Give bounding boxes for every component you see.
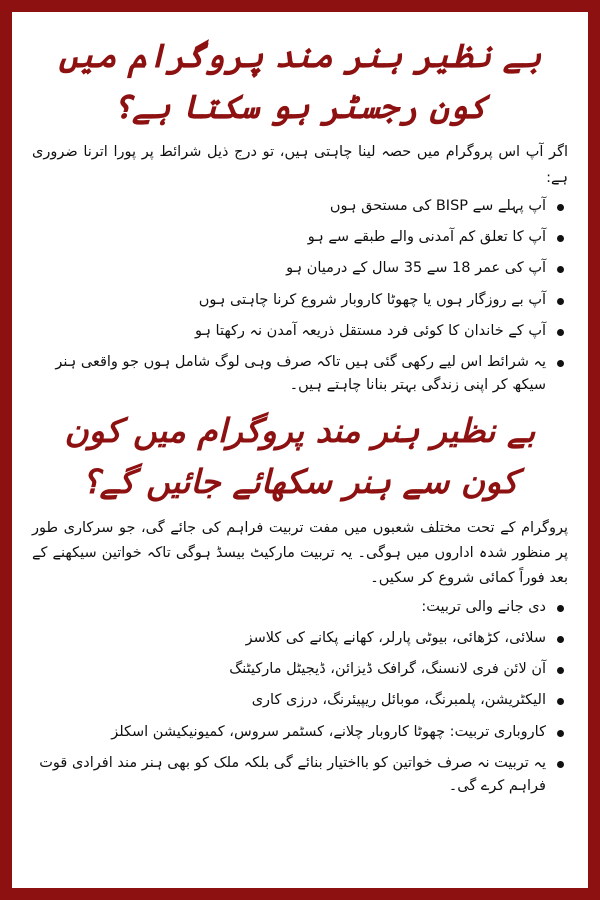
section2-paragraph: پروگرام کے تحت مختلف شعبوں میں مفت تربیت فراہم کی جائے گی، جو سرکاری طور پر منظور شدہ اداروں میں ہوگی۔ یہ تربیت مارکیٹ بیسڈ ہوگی تاکہ خواتین سیکھنے کے بعد فوراً کمائی شروع کر سکیں۔ [32, 519, 568, 587]
section1-list [32, 195, 568, 397]
article-card [12, 12, 588, 888]
list-item: یہ شرائط اس لیے رکھی گئی ہیں تاکہ صرف وہی لوگ شامل ہوں جو واقعی ہنر سیکھ کر اپنی زندگی بہتر بنانا چاہتے ہیں۔ [32, 351, 546, 397]
list-item: آپ کا تعلق کم آمدنی والے طبقے سے ہو [32, 226, 546, 249]
list-item: الیکٹریشن، پلمبرنگ، موبائل ریپیئرنگ، درزی کاری [32, 689, 546, 712]
section2 [32, 405, 568, 798]
list-item: آن لائن فری لانسنگ، گرافک ڈیزائن، ڈیجیٹل مارکیٹنگ [32, 658, 546, 681]
section2-heading: بے نظیر ہنر مند پروگرام میں کون کون سے ہنر سکھائے جائیں گے؟ [64, 411, 536, 502]
section2-list [32, 596, 568, 798]
list-item: آپ کے خاندان کا کوئی فرد مستقل ذریعہ آمدن نہ رکھتا ہو [32, 320, 546, 343]
list-item: یہ تربیت نہ صرف خواتین کو بااختیار بنائے گی بلکہ ملک کو بھی ہنر مند افرادی قوت فراہم کرے گی۔ [32, 752, 546, 798]
list-item: دی جانے والی تربیت: [32, 596, 546, 619]
list-item: آپ بے روزگار ہوں یا چھوٹا کاروبار شروع کرنا چاہتی ہوں [32, 289, 546, 312]
list-item: سلائی، کڑھائی، بیوٹی پارلر، کھانے پکانے کی کلاسز [32, 627, 546, 650]
section1-heading: بے نظیر ہنر مند پروگرام میں کون رجسٹر ہو سکتا ہے؟ [58, 36, 542, 127]
section1-intro: اگر آپ اس پروگرام میں حصہ لینا چاہتی ہیں، تو درج ذیل شرائط پر پورا اترنا ضروری ہے: [32, 144, 568, 186]
list-item: کاروباری تربیت: چھوٹا کاروبار چلانے، کسٹمر سروس، کمیونیکیشن اسکلز [32, 721, 546, 744]
list-item: آپ کی عمر 18 سے 35 سال کے درمیان ہو [32, 257, 546, 280]
list-item: آپ پہلے سے BISP کی مستحق ہوں [32, 195, 546, 218]
